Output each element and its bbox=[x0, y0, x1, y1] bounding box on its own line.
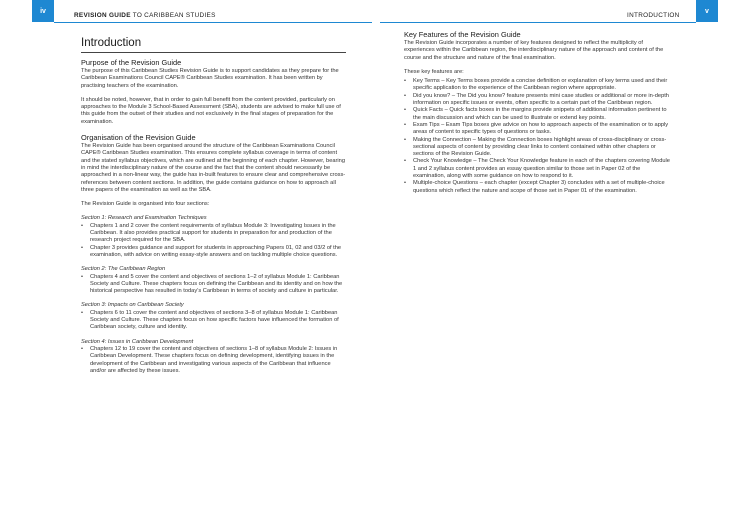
purpose-paragraph-2: It should be noted, however, that in order to gain full benefit from the content provided, particularly on approaches to the Module 3 School-Based Assessment (SBA), students are advised to make full use of this guide from the outset of their studies and not exclusively in the final stages of preparation for the examination. bbox=[81, 96, 341, 125]
list-item: • Chapter 3 provides guidance and support for students in approaching Papers 01, 02 and 03/2 of the examination, with advice on writing essay-style answers and on tackling multiple choice questions. bbox=[81, 245, 346, 260]
purpose-heading: Purpose of the Revision Guide bbox=[81, 58, 182, 67]
right-header-rule bbox=[380, 22, 696, 23]
section-2-title: Section 2: The Caribbean Region bbox=[81, 266, 166, 273]
organisation-heading: Organisation of the Revision Guide bbox=[81, 133, 196, 143]
right-page-column bbox=[404, 30, 670, 195]
key-features-intro: The Revision Guide incorporates a number of key features designed to reflect the multiplicity of experiences within the Caribbean region, the interdisciplinary nature of the approach and content of the course and the structure and nature of the final examination. bbox=[404, 40, 664, 61]
running-head-rest: TO CARIBBEAN STUDIES bbox=[130, 12, 216, 19]
list-item: • Chapters 12 to 19 cover the content and objectives of sections 1–8 of syllabus Module 2: Issues in Caribbean Development. These chapters focus on defining development, identifying issues in the development of the Caribbean and investigating various aspects of the Caribbean that influence and/or are affected by these issues. bbox=[81, 346, 346, 375]
left-page-number: iv bbox=[32, 0, 54, 22]
section-2-list bbox=[81, 274, 346, 296]
list-item: • Did you know? – The Did you know? feature presents mini case studies or additional or more in-depth information on specific issues or events, often specific to a certain part of the Caribbean region. bbox=[404, 93, 670, 108]
organisation-paragraph-1: The Revision Guide has been organised around the structure of the Caribbean Examinations Council CAPE® Caribbean Studies examination. This ensures complete syllabus coverage in terms of content and the stated syllabus objectives, which are outlined at the beginning of each chapter. However, bearing in mind the interdisciplinary nature of the course and the fact that the content should necessarily be approached in a non-linear way, the guide has in-built features to ensure clear and comprehensive cross-references between content sections. In addition, the guide contains guidance on how to approach all three papers of the examination as well as the SBA. bbox=[81, 143, 346, 193]
list-item: • Quick Facts – Quick facts boxes in the margins provide snippets of additional information pertinent to the main discussion and which can be used to illustrate or extend key points. bbox=[404, 107, 670, 122]
key-features-list bbox=[404, 78, 670, 195]
purpose-paragraph-1: The purpose of this Caribbean Studies Revision Guide is to support candidates as they prepare for the Caribbean Examinations Council CAPE® Caribbean Studies examination. It has been written by practising teachers of the examination. bbox=[81, 68, 339, 89]
left-header-rule bbox=[54, 22, 372, 23]
page-title: Introduction bbox=[81, 36, 346, 53]
section-3-list bbox=[81, 310, 346, 332]
section-1-title: Section 1: Research and Examination Techniques bbox=[81, 215, 207, 222]
section-3-title: Section 3: Impacts on Caribbean Society bbox=[81, 302, 184, 309]
list-item: • Making the Connection – Making the Connection boxes highlight areas of cross-disciplinary or cross-sectional aspects of content by providing clear links to content contained within other chapters or sections of the Revision Guide. bbox=[404, 137, 670, 159]
list-item: • Chapters 6 to 11 cover the content and objectives of sections 3–8 of syllabus Module 1: Caribbean Society and Culture. These chapters focus on how specific factors have influenced the formation of Caribbean society, culture and identity. bbox=[81, 310, 346, 332]
section-4-list bbox=[81, 346, 346, 375]
right-page-number: v bbox=[696, 0, 718, 22]
left-page-column bbox=[81, 36, 346, 382]
key-features-lead: These key features are: bbox=[404, 68, 464, 75]
section-1-list bbox=[81, 223, 346, 259]
list-item: • Chapters 4 and 5 cover the content and objectives of sections 1–2 of syllabus Module 1: Caribbean Society and Culture. These chapters focus on defining the Caribbean and its identity and on how the historical perspective has resulted in today’s Caribbean in terms of society and culture in particular. bbox=[81, 274, 346, 296]
list-item: • Chapters 1 and 2 cover the content requirements of syllabus Module 3: Investigating Issues in the Caribbean. It also provides practical support for students in preparation for and production of the research project required for the SBA. bbox=[81, 223, 346, 245]
list-item: • Multiple-choice Questions – each chapter (except Chapter 3) concludes with a set of multiple-choice questions which reflect the nature and scope of those set in Paper 01 of the examination. bbox=[404, 180, 670, 195]
left-running-head bbox=[74, 12, 216, 19]
list-item: • Check Your Knowledge – The Check Your Knowledge feature in each of the chapters covering Module 1 and 2 syllabus content provides an essay question similar to those set in Paper 02 of the examination, along with some guidance on how to respond to it. bbox=[404, 158, 670, 180]
key-features-heading: Key Features of the Revision Guide bbox=[404, 30, 521, 39]
section-4-title: Section 4: Issues in Caribbean Development bbox=[81, 338, 194, 345]
list-item: • Key Terms – Key Terms boxes provide a concise definition or explanation of key terms used and their specific application to the experience of the Caribbean region where appropriate. bbox=[404, 78, 670, 93]
right-running-head: INTRODUCTION bbox=[627, 12, 680, 19]
organisation-paragraph-2: The Revision Guide is organised into four sections: bbox=[81, 201, 210, 208]
list-item: • Exam Tips – Exam Tips boxes give advice on how to approach aspects of the examination or to apply areas of content to specific types of questions or tasks. bbox=[404, 122, 670, 137]
running-head-bold: REVISION GUIDE bbox=[74, 12, 131, 19]
